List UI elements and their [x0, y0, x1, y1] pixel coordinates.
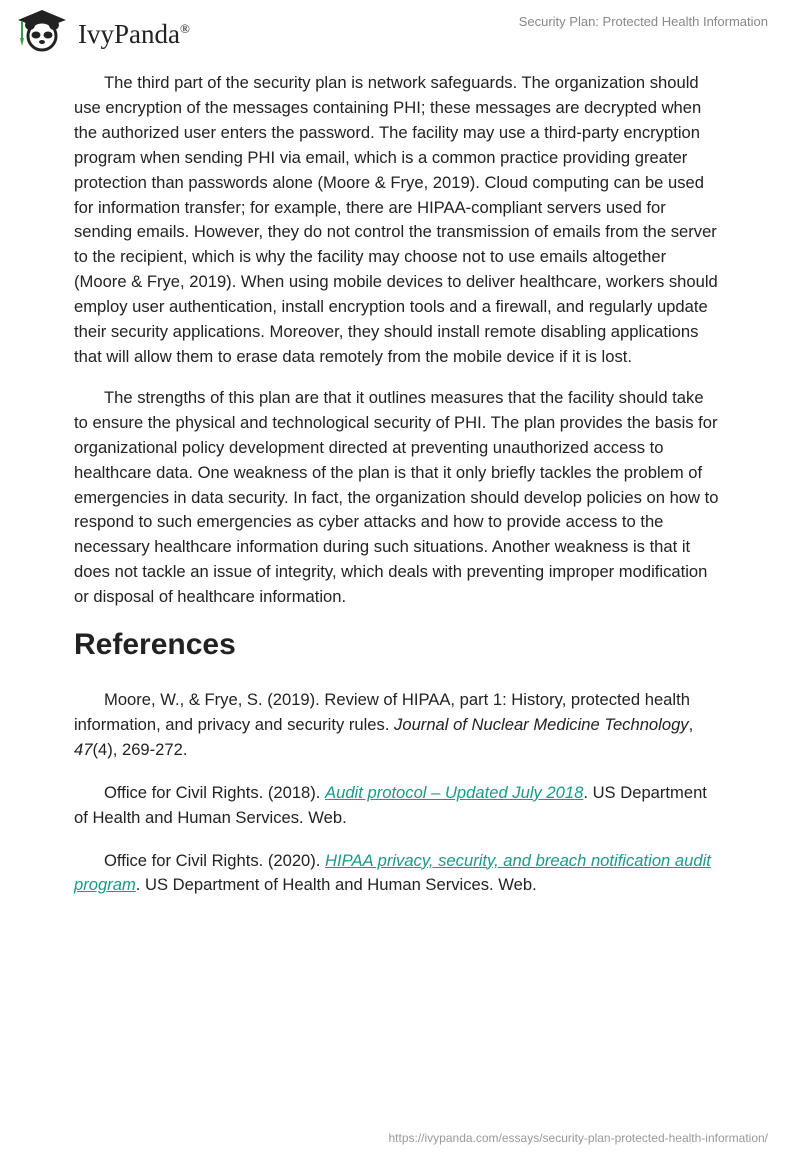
reference-text: of Health and Human Services. Web.: [74, 807, 347, 827]
references-heading: References: [74, 628, 236, 661]
paragraph-line: their security applications. Moreover, they should install remote disabling applications: [74, 322, 699, 342]
paragraph-line: the authorized user enters the password. The facility may use a third-party encryption: [74, 122, 700, 142]
paragraph-line: (Moore & Frye, 2019). When using mobile devices to deliver healthcare, workers should: [74, 272, 718, 292]
reference-item: [74, 688, 734, 763]
reference-text: information, and privacy and security rules. Journal of Nuclear Medicine Technology,: [74, 714, 694, 734]
paragraph-line: The strengths of this plan are that it outlines measures that the facility should take: [104, 387, 704, 407]
reference-item: [74, 849, 734, 899]
logo[interactable]: [14, 8, 190, 52]
paragraph-line: organizational policy development directed at preventing unauthorized access to: [74, 437, 664, 457]
paragraph-line: to ensure the physical and technological security of PHI. The plan provides the basis for: [74, 412, 718, 432]
references-list: [74, 688, 734, 916]
hipaa-audit-program-link[interactable]: HIPAA privacy, security, and breach notification audit: [325, 850, 711, 870]
reference-text: Moore, W., & Frye, S. (2019). Review of HIPAA, part 1: History, protected health: [104, 690, 690, 709]
paragraph-line: emergencies in data security. In fact, the organization should develop policies on how to: [74, 487, 719, 507]
paragraph-line: does not tackle an issue of integrity, which deals with preventing improper modification: [74, 562, 708, 582]
paragraph-line: for information transfer; for example, there are HIPAA-compliant servers used for: [74, 197, 666, 217]
paragraph: [74, 71, 734, 370]
reference-text: 47(4), 269-272.: [74, 739, 188, 759]
paragraph-line: that will allow them to erase data remotely from the mobile device if it is lost.: [74, 346, 632, 366]
audit-protocol-link[interactable]: Audit protocol – Updated July 2018: [325, 782, 584, 802]
paragraph-line: necessary healthcare information during such situations. Another weakness is that it: [74, 537, 691, 557]
paragraph-line: or disposal of healthcare information.: [74, 587, 347, 607]
paragraph-line: employ user authentication, install encryption tools and a firewall, and regularly update: [74, 297, 708, 317]
hipaa-audit-program-link-cont[interactable]: program: [74, 875, 136, 895]
essay-body: [74, 71, 734, 626]
paragraph-line: protection than passwords alone (Moore & Frye, 2019). Cloud computing can be used: [74, 172, 704, 192]
paragraph-line: respond to such emergencies as cyber attacks and how to provide access to the: [74, 512, 664, 532]
logo-text: IvyPanda®: [78, 18, 190, 49]
source-url: https://ivypanda.com/essays/security-plan-protected-health-information/: [388, 1131, 768, 1145]
panda-logo-icon: [14, 8, 72, 52]
paragraph: [74, 386, 734, 610]
paragraph-line: to the recipient, which is why the facility may choose not to use emails altogether: [74, 247, 667, 267]
reference-text: Office for Civil Rights. (2018). Audit protocol – Updated July 2018. US Department: [104, 782, 707, 802]
paragraph-line: healthcare data. One weakness of the plan is that it only briefly tackles the problem of: [74, 462, 703, 482]
reference-item: [74, 781, 734, 831]
paragraph-line: The third part of the security plan is network safeguards. The organization should: [104, 73, 699, 92]
document-title: Security Plan: Protected Health Information: [518, 14, 768, 29]
paragraph-line: use encryption of the messages containing PHI; these messages are decrypted when: [74, 97, 702, 117]
paragraph-line: sending emails. However, they do not control the transmission of emails from the server: [74, 222, 717, 242]
reference-text: Office for Civil Rights. (2020). HIPAA privacy, security, and breach notification audit: [104, 850, 711, 870]
paragraph-line: program when sending PHI via email, which is a common practice providing greater: [74, 147, 688, 167]
reference-text: program. US Department of Health and Human Services. Web.: [74, 875, 537, 895]
